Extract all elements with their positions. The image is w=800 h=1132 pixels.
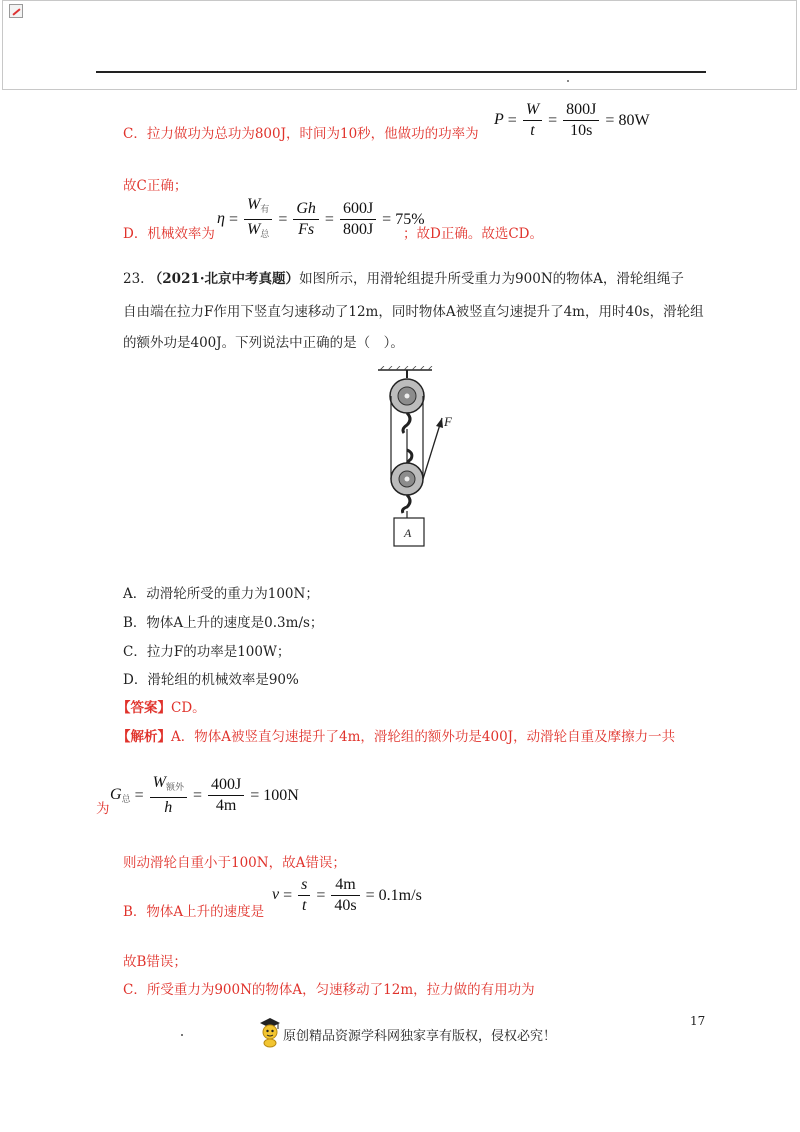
question-source: （2021·北京中考真题） <box>148 271 300 287</box>
option-c: C．拉力F的功率是100W； <box>123 644 291 660</box>
question-line-3: 的额外功是400J。下列说法中正确的是（ ）。 <box>123 335 404 351</box>
var-p: P <box>494 111 504 129</box>
power-result: 80W <box>618 111 650 129</box>
gravity-result: 100N <box>263 786 299 804</box>
var-w: W <box>525 101 540 118</box>
analysis-b-text: B．物体A上升的速度是 <box>123 904 265 920</box>
answer-line <box>117 696 206 716</box>
eff-den: 800J <box>342 221 374 238</box>
power-fraction <box>563 100 599 141</box>
var-fs: Fs <box>298 221 315 238</box>
c-correct: 故C正确； <box>123 178 188 194</box>
gravity-den: 4m <box>215 797 237 814</box>
w-ratio <box>244 195 272 244</box>
var-h: h <box>164 799 173 816</box>
sub-extra: 额外 <box>165 782 184 792</box>
force-arrow <box>436 418 443 428</box>
force-label: F <box>444 414 452 429</box>
movable-hook-bottom <box>403 495 411 513</box>
speed-formula: v = $\frac{s}{t}$ = $\frac{4m}{40s}$ = 0.1m/s <box>272 876 422 914</box>
var-w-zong: W <box>246 221 261 238</box>
eff-fraction <box>340 199 376 240</box>
speed-fraction <box>331 875 359 916</box>
gh-fs <box>293 199 319 240</box>
answer-label: 【答案】 <box>117 700 171 716</box>
var-w-you: W <box>246 196 261 213</box>
answer-value: CD。 <box>171 700 206 716</box>
var-gh: Gh <box>296 200 316 217</box>
question-line-1 <box>123 268 684 290</box>
block-label: A <box>404 526 412 540</box>
analysis-line-1 <box>117 725 675 745</box>
speed-den: 40s <box>334 897 357 914</box>
gravity-fraction <box>208 775 244 816</box>
header-dot <box>567 80 569 82</box>
analysis-label: 【解析】 <box>117 729 171 745</box>
solution-c-line <box>123 122 479 142</box>
eff-num: 600J <box>340 199 376 220</box>
header-rule <box>96 71 706 73</box>
solution-d-text: D．机械效率为 <box>123 226 215 242</box>
w-over-h <box>150 773 187 818</box>
copyright-notice: 原创精品资源学科网独家享有版权，侵权必究！ <box>283 1029 557 1044</box>
header-frame <box>2 0 797 90</box>
broken-image-icon <box>9 4 23 18</box>
gravity-formula: $G_总$ = $\frac{W_{额外}}{h}$ = $\frac{400J}{4m}$ = 100N <box>110 774 299 816</box>
var-t2: t <box>302 897 307 914</box>
var-s: s <box>301 876 308 893</box>
sub-g: 总 <box>121 794 131 805</box>
power-formula: P = $\frac{W}{t}$ = $\frac{800J}{10s}$ = 80W <box>494 101 650 139</box>
analysis-wei: 为 <box>96 801 110 817</box>
question-number: 23. <box>123 271 145 287</box>
eff-result: 75% <box>395 210 425 228</box>
var-v: v <box>272 886 280 904</box>
footer-dot <box>181 1034 183 1036</box>
option-d: D．滑轮组的机械效率是90% <box>123 672 299 688</box>
var-w-extra: W <box>152 774 166 791</box>
power-num: 800J <box>563 100 599 121</box>
sub-zong: 总 <box>260 229 270 239</box>
free-rope <box>423 418 442 479</box>
speed-result: 0.1m/s <box>378 886 422 904</box>
mascot-icon <box>258 1016 282 1048</box>
question-line-2: 自由端在拉力F作用下竖直匀速移动了12m，同时物体A被竖直匀速提升了4m，用时40s，滑轮组 <box>123 304 704 320</box>
w-over-t <box>523 100 542 141</box>
pulley-figure <box>370 366 470 551</box>
analysis-c-text: C．所受重力为900N的物体A，匀速移动了12m，拉力做的有用功为 <box>123 982 535 998</box>
fixed-pulley-axle <box>405 394 410 399</box>
page-number: 17 <box>690 1014 706 1028</box>
efficiency-formula: η = $\frac{W_有}{W_总}$ = $\frac{Gh}{Fs}$ = $\frac{600J}{800J}$ = 75% <box>217 195 425 244</box>
d-tail: ；故D正确。故选CD。 <box>403 226 543 242</box>
question-text-1: 如图所示，用滑轮组提升所受重力为900N的物体A，滑轮组绳子 <box>299 271 684 287</box>
speed-num: 4m <box>331 875 359 896</box>
solution-c-text: C．拉力做功为总功为800J，时间为10秒，他做功的功率为 <box>123 126 479 142</box>
analysis-a-conclusion: 则动滑轮自重小于100N，故A错误； <box>123 855 346 871</box>
gravity-num: 400J <box>208 775 244 796</box>
movable-pulley-axle <box>405 477 410 482</box>
power-den: 10s <box>570 122 593 139</box>
var-g: G <box>110 786 122 804</box>
analysis-text-1: A．物体A被竖直匀速提升了4m，滑轮组的额外功是400J，动滑轮自重及摩擦力一共 <box>171 729 676 745</box>
s-over-t <box>298 875 310 916</box>
option-b: B．物体A上升的速度是0.3m/s； <box>123 615 324 631</box>
option-a: A．动滑轮所受的重力为100N； <box>123 586 319 602</box>
var-t: t <box>530 122 535 139</box>
sub-you: 有 <box>260 204 270 214</box>
var-eta: η <box>217 210 225 228</box>
analysis-b-conclusion: 故B错误； <box>123 954 187 970</box>
